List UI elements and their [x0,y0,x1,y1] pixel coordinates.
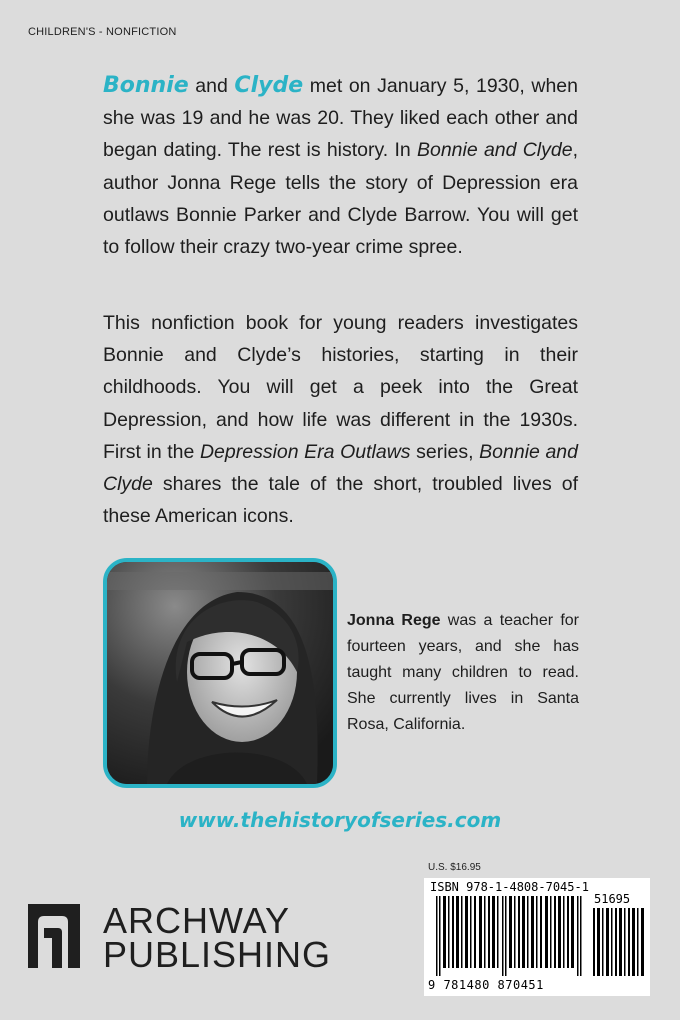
barcode-addon-number: 51695 [594,892,631,906]
bonnie-highlight: Bonnie [103,73,189,98]
blurb-text: and [188,75,235,97]
author-name: Jonna Rege [347,612,441,629]
blurb-paragraph-1 [103,70,578,263]
series-title: Depression Era Outlaws [199,440,411,463]
publisher-name-line2: PUBLISHING [103,934,332,975]
blurb-text: shares the tale of the short, troubled lives of these American icons. [103,473,578,528]
blurb-text: , author Jonna Rege tells the story of Depression era outlaws Bonnie Parker and Clyde Barrow. You will get to follow their crazy two-year crime spree. [103,139,578,259]
author-bio [347,608,579,738]
blurb-text: This nonfiction book for young readers investigates Bonnie and Clyde’s histories, starting in their childhoods. You will get a peek into the Great Depression, and how life was different in the 1930s. First in the [103,312,578,463]
blurb-text: series, [410,440,480,463]
publisher-name-line1: ARCHWAY [103,900,290,941]
archway-arch-icon [28,904,90,968]
ean-bars [434,896,584,976]
book-title: Bonnie and Clyde [416,139,573,162]
author-bio-text: was a teacher for fourteen years, and she has taught many children to read. She currently lives in Santa Rosa, California. [347,612,579,733]
isbn-number: ISBN 978-1-4808-7045-1 [430,880,589,894]
author-portrait-image [107,562,333,784]
book-title: Bonnie and Clyde [103,440,578,496]
website-link[interactable]: www.thehistoryofseries.com [178,808,502,832]
clyde-highlight: Clyde [234,73,304,98]
genre-label: CHILDREN'S - NONFICTION [28,26,177,38]
ean-number: 9 781480 870451 [428,978,544,992]
blurb-paragraph-2 [103,307,578,532]
addon-bars [592,908,646,976]
price-label: U.S. $16.95 [428,862,481,873]
barcode [424,878,650,996]
blurb-text: met on January 5, 1930, when she was 19 and he was 20. They liked each other and began dating. The rest is history. In [103,75,578,162]
author-photo [103,558,337,788]
